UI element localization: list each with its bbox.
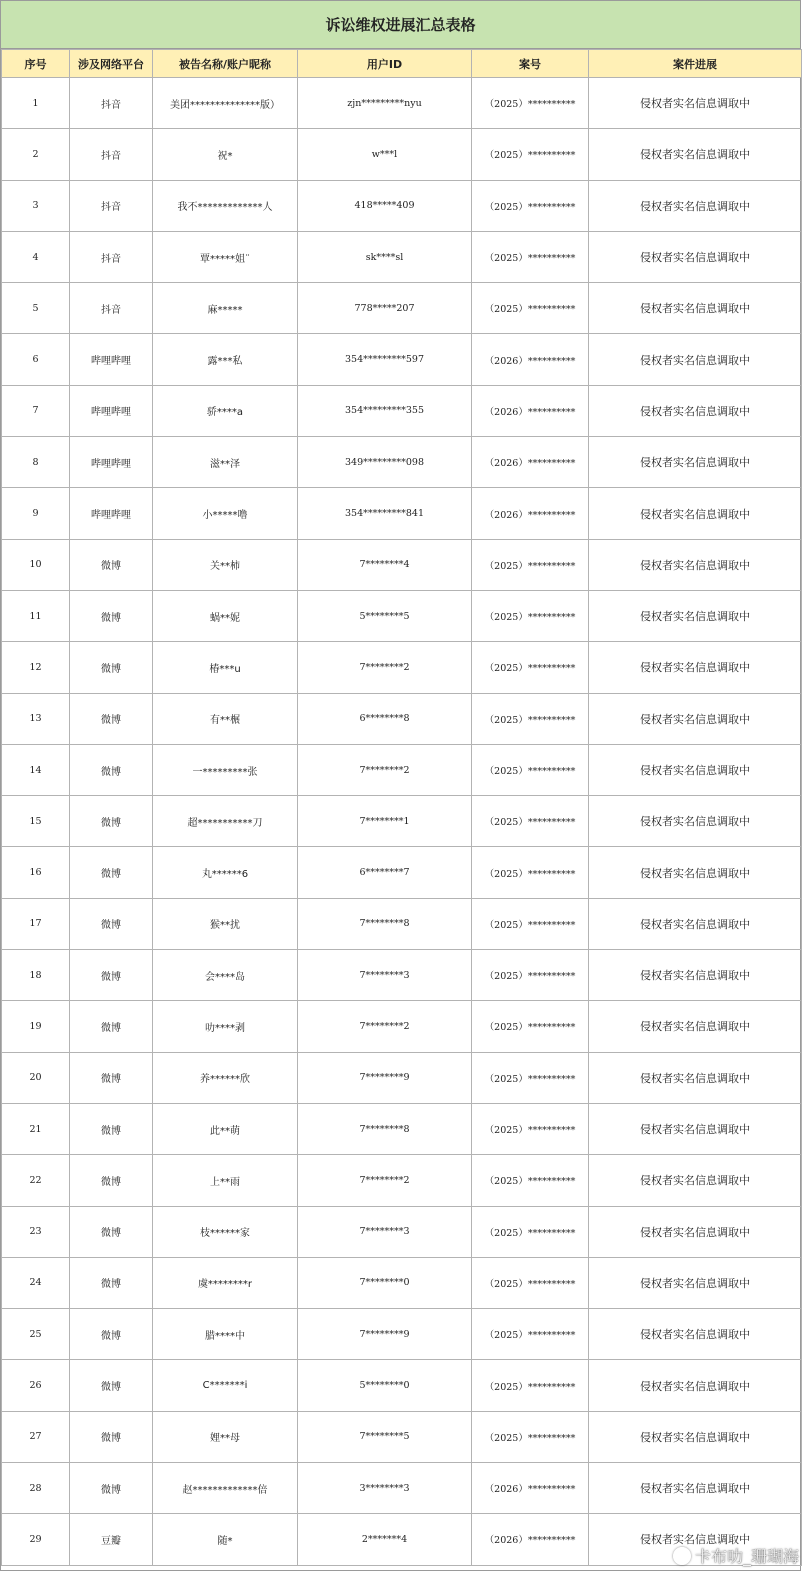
cell-status: 侵权者实名信息调取中 — [589, 334, 802, 385]
table-row — [2, 642, 802, 693]
cell-index: 19 — [2, 1001, 70, 1052]
table-title: 诉讼维权进展汇总表格 — [1, 1, 800, 49]
cell-user-id: 7********3 — [298, 950, 472, 1001]
cell-defendant: 娌**母 — [153, 1411, 298, 1462]
cell-user-id: 778*****207 — [298, 283, 472, 334]
cell-user-id: 7********0 — [298, 1257, 472, 1308]
cell-platform: 微博 — [70, 847, 153, 898]
table-row — [2, 898, 802, 949]
cell-index: 3 — [2, 180, 70, 231]
cell-defendant: 滋**泽 — [153, 437, 298, 488]
cell-user-id: 354*********355 — [298, 385, 472, 436]
cell-user-id: 354*********597 — [298, 334, 472, 385]
cell-case-no: （2025）********** — [472, 642, 589, 693]
cell-status: 侵权者实名信息调取中 — [589, 1103, 802, 1154]
cell-status: 侵权者实名信息调取中 — [589, 129, 802, 180]
table-row — [2, 539, 802, 590]
cell-platform: 微博 — [70, 1463, 153, 1514]
cell-platform: 抖音 — [70, 283, 153, 334]
col-header-index: 序号 — [2, 50, 70, 78]
table-row — [2, 1103, 802, 1154]
cell-platform: 微博 — [70, 1206, 153, 1257]
cell-defendant: 露***私 — [153, 334, 298, 385]
cell-platform: 哔哩哔哩 — [70, 385, 153, 436]
cell-platform: 微博 — [70, 1155, 153, 1206]
cell-defendant: 虞********r — [153, 1257, 298, 1308]
cell-user-id: 3********3 — [298, 1463, 472, 1514]
col-header-user-id: 用户ID — [298, 50, 472, 78]
col-header-case-no: 案号 — [472, 50, 589, 78]
table-row — [2, 796, 802, 847]
table-row — [2, 334, 802, 385]
cell-user-id: 354*********841 — [298, 488, 472, 539]
cell-user-id: 7********2 — [298, 1155, 472, 1206]
cell-index: 9 — [2, 488, 70, 539]
cell-user-id: 7********3 — [298, 1206, 472, 1257]
cell-status: 侵权者实名信息调取中 — [589, 180, 802, 231]
cell-status: 侵权者实名信息调取中 — [589, 1360, 802, 1411]
cell-platform: 微博 — [70, 950, 153, 1001]
cell-case-no: （2025）********** — [472, 231, 589, 282]
cell-index: 17 — [2, 898, 70, 949]
cell-user-id: zjn*********nyu — [298, 78, 472, 129]
cell-defendant: 椿***u — [153, 642, 298, 693]
weibo-watermark — [673, 1544, 799, 1567]
cell-index: 5 — [2, 283, 70, 334]
cell-case-no: （2026）********** — [472, 385, 589, 436]
cell-index: 23 — [2, 1206, 70, 1257]
cell-status: 侵权者实名信息调取中 — [589, 847, 802, 898]
cell-index: 1 — [2, 78, 70, 129]
cell-defendant: 有**榐 — [153, 693, 298, 744]
cell-status: 侵权者实名信息调取中 — [589, 1309, 802, 1360]
table-row — [2, 1309, 802, 1360]
cell-index: 28 — [2, 1463, 70, 1514]
cell-platform: 抖音 — [70, 180, 153, 231]
cell-defendant: 我不*************人 — [153, 180, 298, 231]
cell-status: 侵权者实名信息调取中 — [589, 231, 802, 282]
table-row — [2, 437, 802, 488]
cell-defendant: C*******i — [153, 1360, 298, 1411]
cell-case-no: （2025）********** — [472, 539, 589, 590]
cell-index: 20 — [2, 1052, 70, 1103]
cell-user-id: 7********9 — [298, 1052, 472, 1103]
cell-case-no: （2025）********** — [472, 847, 589, 898]
cell-user-id: 7********1 — [298, 796, 472, 847]
cell-index: 12 — [2, 642, 70, 693]
table-row — [2, 385, 802, 436]
table-row — [2, 129, 802, 180]
cell-defendant: 养******欣 — [153, 1052, 298, 1103]
cell-status: 侵权者实名信息调取中 — [589, 1052, 802, 1103]
cell-user-id: 2*******4 — [298, 1514, 472, 1565]
cell-index: 11 — [2, 590, 70, 641]
cell-user-id: 7********2 — [298, 744, 472, 795]
cell-status: 侵权者实名信息调取中 — [589, 693, 802, 744]
table-row — [2, 1360, 802, 1411]
cell-status: 侵权者实名信息调取中 — [589, 488, 802, 539]
cell-status: 侵权者实名信息调取中 — [589, 1463, 802, 1514]
cell-defendant: 丸******6 — [153, 847, 298, 898]
cell-platform: 微博 — [70, 642, 153, 693]
cell-case-no: （2025）********** — [472, 78, 589, 129]
cell-platform: 抖音 — [70, 78, 153, 129]
cell-index: 22 — [2, 1155, 70, 1206]
cell-defendant: 美团**************版） — [153, 78, 298, 129]
cell-case-no: （2025）********** — [472, 744, 589, 795]
cell-platform: 哔哩哔哩 — [70, 437, 153, 488]
cell-status: 侵权者实名信息调取中 — [589, 898, 802, 949]
cell-defendant: 小*****噜 — [153, 488, 298, 539]
cell-user-id: w***l — [298, 129, 472, 180]
cell-case-no: （2025）********** — [472, 590, 589, 641]
cell-user-id: 7********4 — [298, 539, 472, 590]
cell-platform: 微博 — [70, 744, 153, 795]
cell-case-no: （2026）********** — [472, 488, 589, 539]
cell-case-no: （2025）********** — [472, 1206, 589, 1257]
cell-platform: 微博 — [70, 796, 153, 847]
cell-case-no: （2025）********** — [472, 796, 589, 847]
cell-index: 15 — [2, 796, 70, 847]
cell-platform: 微博 — [70, 693, 153, 744]
cell-platform: 抖音 — [70, 129, 153, 180]
cell-status: 侵权者实名信息调取中 — [589, 437, 802, 488]
cell-index: 8 — [2, 437, 70, 488]
cell-status: 侵权者实名信息调取中 — [589, 1001, 802, 1052]
cell-status: 侵权者实名信息调取中 — [589, 1206, 802, 1257]
cell-platform: 抖音 — [70, 231, 153, 282]
table-row — [2, 1463, 802, 1514]
cell-index: 6 — [2, 334, 70, 385]
cell-case-no: （2026）********** — [472, 334, 589, 385]
cell-status: 侵权者实名信息调取中 — [589, 1514, 802, 1565]
table-row — [2, 847, 802, 898]
cell-defendant: 骄****a — [153, 385, 298, 436]
cell-case-no: （2025）********** — [472, 1155, 589, 1206]
table-row — [2, 1052, 802, 1103]
cell-user-id: 349*********098 — [298, 437, 472, 488]
cell-status: 侵权者实名信息调取中 — [589, 385, 802, 436]
cell-case-no: （2025）********** — [472, 283, 589, 334]
cell-defendant: 枝******家 — [153, 1206, 298, 1257]
cell-platform: 微博 — [70, 590, 153, 641]
cell-index: 10 — [2, 539, 70, 590]
cell-case-no: （2025）********** — [472, 1052, 589, 1103]
cell-case-no: （2025）********** — [472, 1257, 589, 1308]
cell-platform: 微博 — [70, 898, 153, 949]
table-row — [2, 78, 802, 129]
cell-status: 侵权者实名信息调取中 — [589, 744, 802, 795]
cell-defendant: 祝* — [153, 129, 298, 180]
table-row — [2, 1001, 802, 1052]
cell-user-id: 7********8 — [298, 898, 472, 949]
cell-platform: 微博 — [70, 1309, 153, 1360]
cell-status: 侵权者实名信息调取中 — [589, 1155, 802, 1206]
table-row — [2, 693, 802, 744]
cell-platform: 微博 — [70, 539, 153, 590]
table-row — [2, 283, 802, 334]
cell-user-id: sk****sl — [298, 231, 472, 282]
cell-defendant: 超***********刀 — [153, 796, 298, 847]
cell-defendant: 一*********张 — [153, 744, 298, 795]
cell-defendant: 此**萌 — [153, 1103, 298, 1154]
table-row — [2, 1257, 802, 1308]
cell-user-id: 6********8 — [298, 693, 472, 744]
cell-platform: 哔哩哔哩 — [70, 334, 153, 385]
cell-index: 16 — [2, 847, 70, 898]
cell-status: 侵权者实名信息调取中 — [589, 539, 802, 590]
col-header-platform: 涉及网络平台 — [70, 50, 153, 78]
cell-defendant: 猴**扰 — [153, 898, 298, 949]
cell-status: 侵权者实名信息调取中 — [589, 283, 802, 334]
cell-case-no: （2025）********** — [472, 898, 589, 949]
cell-case-no: （2025）********** — [472, 1001, 589, 1052]
cell-user-id: 5********0 — [298, 1360, 472, 1411]
cell-defendant: 麻***** — [153, 283, 298, 334]
cell-user-id: 7********2 — [298, 1001, 472, 1052]
cell-case-no: （2026）********** — [472, 1514, 589, 1565]
cell-status: 侵权者实名信息调取中 — [589, 642, 802, 693]
cell-defendant: 随* — [153, 1514, 298, 1565]
cell-platform: 微博 — [70, 1103, 153, 1154]
cell-index: 13 — [2, 693, 70, 744]
cell-platform: 微博 — [70, 1001, 153, 1052]
cell-case-no: （2025）********** — [472, 1360, 589, 1411]
cell-platform: 微博 — [70, 1360, 153, 1411]
cell-index: 26 — [2, 1360, 70, 1411]
cell-defendant: 关**柿 — [153, 539, 298, 590]
cell-case-no: （2025）********** — [472, 950, 589, 1001]
cell-user-id: 7********2 — [298, 642, 472, 693]
watermark-text: 卡布叻_珊瑚海 — [694, 1547, 799, 1566]
cell-platform: 微博 — [70, 1257, 153, 1308]
table-row — [2, 950, 802, 1001]
cell-index: 24 — [2, 1257, 70, 1308]
cell-platform: 微博 — [70, 1052, 153, 1103]
cell-defendant: 会****岛 — [153, 950, 298, 1001]
table-row — [2, 180, 802, 231]
cell-defendant: 上**雨 — [153, 1155, 298, 1206]
cell-case-no: （2025）********** — [472, 693, 589, 744]
cell-user-id: 418*****409 — [298, 180, 472, 231]
cell-user-id: 7********9 — [298, 1309, 472, 1360]
cell-case-no: （2026）********** — [472, 437, 589, 488]
cell-defendant: 叻****剥 — [153, 1001, 298, 1052]
cell-case-no: （2025）********** — [472, 129, 589, 180]
cell-user-id: 5********5 — [298, 590, 472, 641]
table-row — [2, 231, 802, 282]
cell-user-id: 7********8 — [298, 1103, 472, 1154]
cell-index: 4 — [2, 231, 70, 282]
cell-index: 27 — [2, 1411, 70, 1462]
cell-status: 侵权者实名信息调取中 — [589, 950, 802, 1001]
cell-index: 25 — [2, 1309, 70, 1360]
cell-status: 侵权者实名信息调取中 — [589, 78, 802, 129]
table-row — [2, 1411, 802, 1462]
cell-index: 21 — [2, 1103, 70, 1154]
weibo-logo-icon — [673, 1547, 691, 1565]
header-row — [2, 50, 802, 78]
cell-user-id: 7********5 — [298, 1411, 472, 1462]
cell-index: 29 — [2, 1514, 70, 1565]
table-row — [2, 488, 802, 539]
cell-status: 侵权者实名信息调取中 — [589, 796, 802, 847]
cell-user-id: 6********7 — [298, 847, 472, 898]
cell-case-no: （2025）********** — [472, 1103, 589, 1154]
progress-table — [1, 49, 802, 1566]
cell-status: 侵权者实名信息调取中 — [589, 1411, 802, 1462]
table-row — [2, 1155, 802, 1206]
col-header-defendant: 被告名称/账户昵称 — [153, 50, 298, 78]
table-row — [2, 744, 802, 795]
cell-index: 7 — [2, 385, 70, 436]
cell-index: 18 — [2, 950, 70, 1001]
cell-platform: 微博 — [70, 1411, 153, 1462]
cell-status: 侵权者实名信息调取中 — [589, 590, 802, 641]
cell-defendant: 蜗**妮 — [153, 590, 298, 641]
cell-case-no: （2025）********** — [472, 1411, 589, 1462]
cell-defendant: 赵*************倍 — [153, 1463, 298, 1514]
cell-defendant: 覃*****姐¨ — [153, 231, 298, 282]
cell-index: 2 — [2, 129, 70, 180]
col-header-status: 案件进展 — [589, 50, 802, 78]
cell-defendant: 腊****中 — [153, 1309, 298, 1360]
cell-index: 14 — [2, 744, 70, 795]
table-row — [2, 590, 802, 641]
cell-platform: 豆瓣 — [70, 1514, 153, 1565]
cell-platform: 哔哩哔哩 — [70, 488, 153, 539]
cell-case-no: （2025）********** — [472, 180, 589, 231]
cell-case-no: （2025）********** — [472, 1309, 589, 1360]
cell-status: 侵权者实名信息调取中 — [589, 1257, 802, 1308]
table-row — [2, 1206, 802, 1257]
cell-case-no: （2026）********** — [472, 1463, 589, 1514]
